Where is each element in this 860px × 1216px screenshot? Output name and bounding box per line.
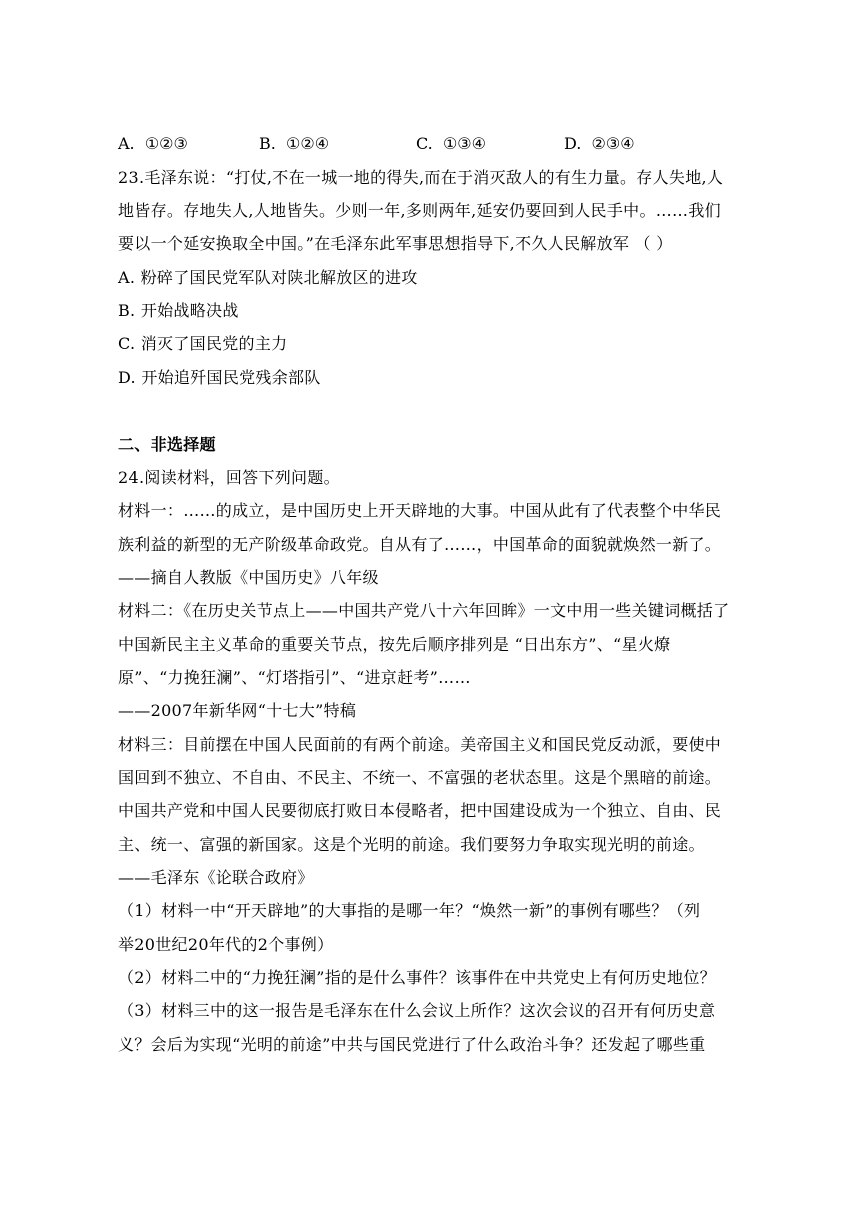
option-text: ①③④	[442, 134, 486, 153]
option-label: C.	[416, 134, 433, 153]
q23-stem-line: 23.毛泽东说：“打仗,不在一城一地的得失,而在于消灭敌人的有生力量。存人失地,人	[118, 168, 724, 187]
q22-option-a	[118, 134, 188, 154]
sub-question-line: 举20世纪20年代的2个事例）	[118, 935, 334, 954]
q22-option-b	[259, 134, 329, 154]
sub-question-line: （3）材料三中的这一报告是毛泽东在什么会议上所作？这次会议的召开有何历史意	[118, 1001, 716, 1020]
q23-option-a: A. 粉碎了国民党军队对陕北解放区的进攻	[118, 268, 418, 287]
option-text: ①②③	[144, 134, 188, 153]
option-text: ①②④	[286, 134, 330, 153]
sub-question-line: 义？会后为实现“光明的前途”中共与国民党进行了什么政治斗争？还发起了哪些重	[118, 1035, 706, 1054]
material-line: 材料二：《在历史关节点上——中国共产党八十六年回眸》一文中用一些关键词概括了	[118, 601, 730, 620]
q22-option-d	[564, 134, 635, 154]
q23-option-b: B. 开始战略决战	[118, 301, 239, 320]
material-line: 材料一：……的成立，是中国历史上开天辟地的大事。中国从此有了代表整个中华民	[118, 501, 722, 520]
q24-title: 24.阅读材料，回答下列问题。	[118, 468, 340, 487]
q23-stem-line: 地皆存。存地失人,人地皆失。少则一年,多则两年,延安仍要回到人民手中。……我们	[118, 201, 721, 220]
q22-option-c	[416, 134, 486, 154]
sub-question-line: （2）材料二中的“力挽狂澜”指的是什么事件？该事件在中共党史上有何历史地位？	[118, 968, 716, 987]
material-line: 中国新民主主义革命的重要关节点，按先后顺序排列是 “日出东方”、“星火燎	[118, 635, 671, 654]
material-line: 原”、“力挽狂澜”、“灯塔指引”、“进京赶考”……	[118, 668, 471, 687]
q23-stem-line: 要以一个延安换取全中国。”在毛泽东此军事思想指导下,不久人民解放军 （ ）	[118, 234, 673, 253]
q23-option-d: D. 开始追歼国民党残余部队	[118, 368, 321, 387]
material-line: 材料三：目前摆在中国人民面前的有两个前途。美帝国主义和国民党反动派，要使中	[118, 735, 722, 754]
material-source: ——摘自人教版《中国历史》八年级	[118, 568, 379, 587]
q23-option-c: C. 消灭了国民党的主力	[118, 334, 288, 353]
option-label: D.	[564, 134, 582, 153]
option-text: ②③④	[591, 134, 635, 153]
material-source: ——2007年新华网“十七大”特稿	[118, 701, 357, 720]
material-source: ——毛泽东《论联合政府》	[118, 868, 314, 887]
material-line: 国回到不独立、不自由、不民主、不统一、不富强的老状态里。这是个黑暗的前途。	[118, 768, 722, 787]
material-line: 族利益的新型的无产阶级革命政党。自从有了……，中国革命的面貌就焕然一新了。	[118, 535, 722, 554]
material-line: 主、统一、富强的新国家。这是个光明的前途。我们要努力争取实现光明的前途。	[118, 835, 705, 854]
option-label: A.	[118, 134, 135, 153]
material-line: 中国共产党和中国人民要彻底打败日本侵略者，把中国建设成为一个独立、自由、民	[118, 801, 722, 820]
sub-question-line: （1）材料一中“开天辟地”的大事指的是哪一年？“焕然一新”的事例有哪些？（列	[118, 901, 701, 920]
section-heading: 二、非选择题	[118, 435, 216, 454]
option-label: B.	[259, 134, 276, 153]
